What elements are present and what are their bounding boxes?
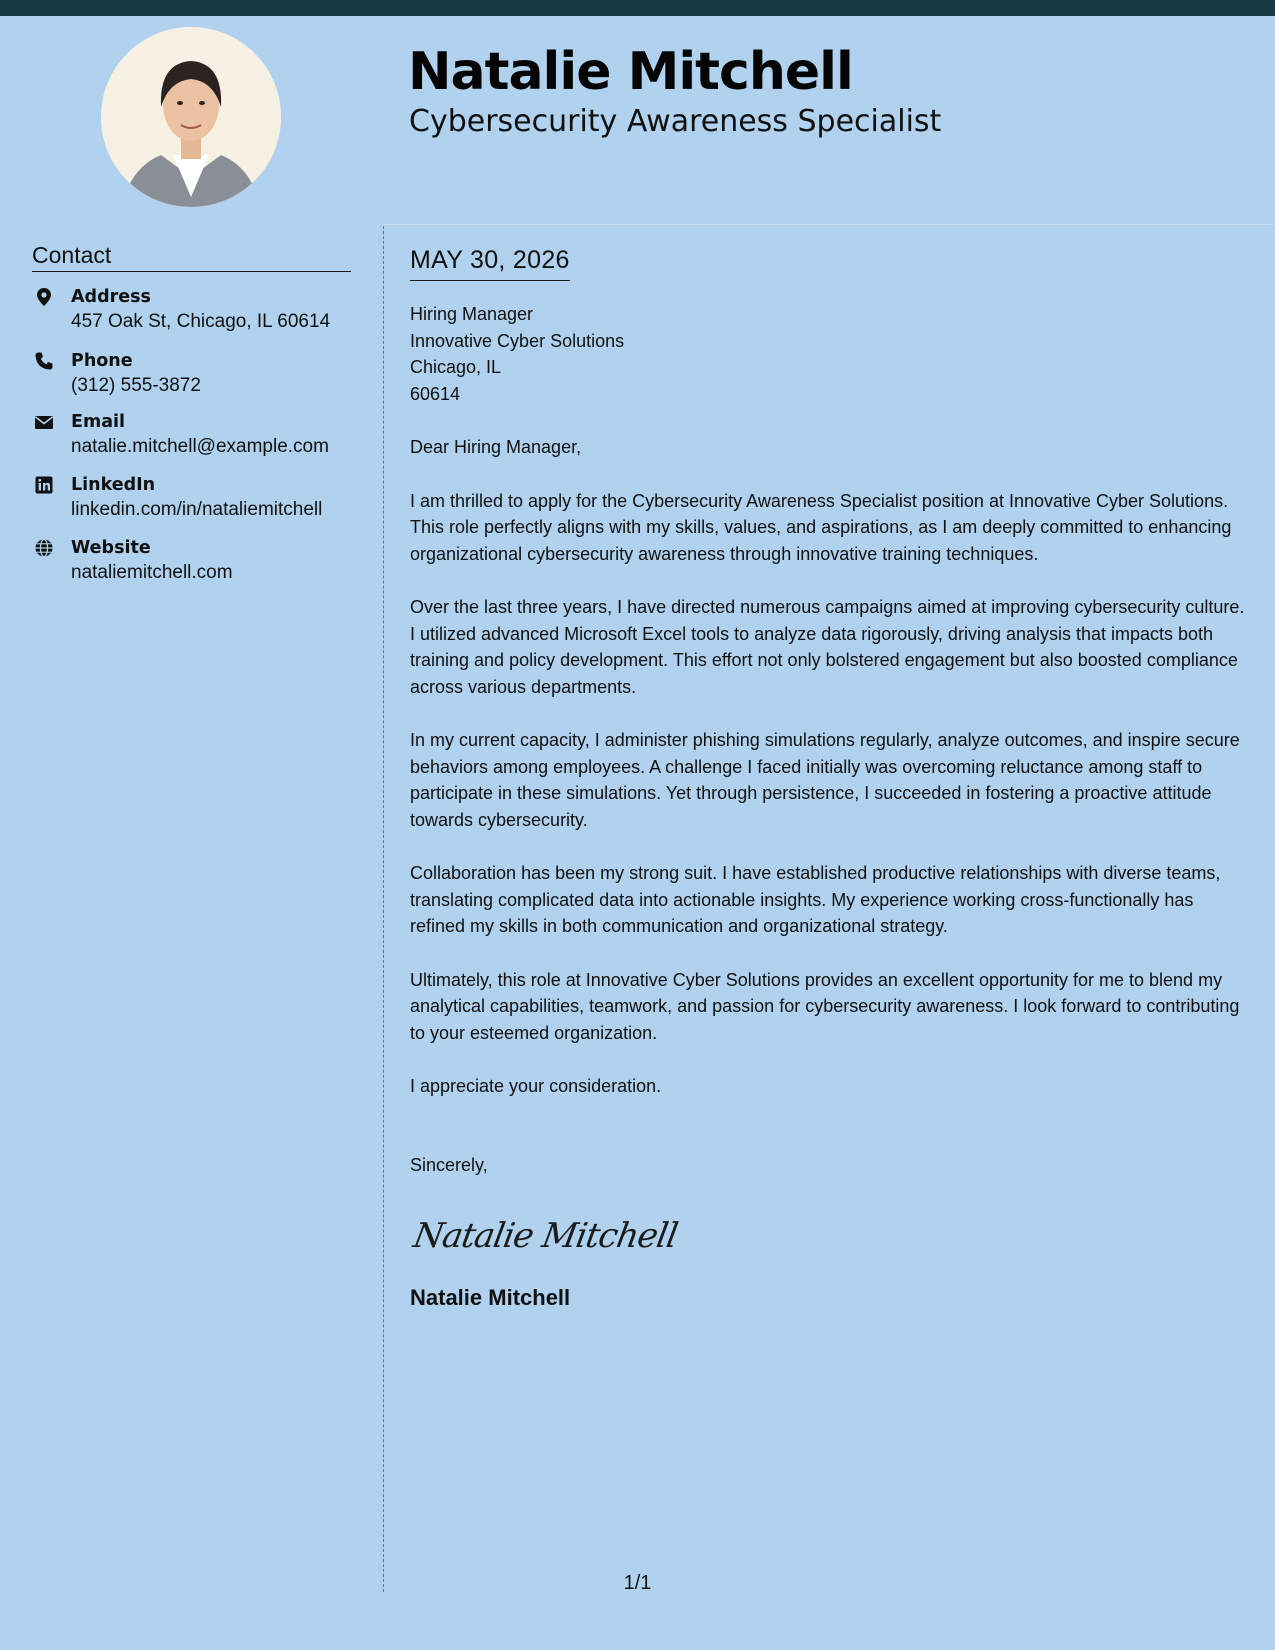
closing: Sincerely, [410,1154,488,1175]
body-paragraph: I appreciate your consideration. [410,1076,662,1096]
profile-photo [101,27,281,207]
contact-value: nataliemitchell.com [71,562,233,583]
contact-value: 457 Oak St, Chicago, IL 60614 [71,311,331,332]
body-paragraph: In my current capacity, I administer phishing simulations regularly, analyze outcomes, and inspire secure behaviors among employees. A challenge I faced initially was overcoming reluctance among staff to participate in these simulations. Yet through persistence, I succeeded in fostering a proactive attitude towards cybersecurity. [410,730,1240,830]
page-number: 1/1 [623,1572,652,1594]
column-divider [383,226,384,1592]
handwritten-signature: Natalie Mitchell [410,1216,681,1256]
job-title: Cybersecurity Awareness Specialist [409,104,942,139]
letter-date: MAY 30, 2026 [410,244,570,281]
contact-item-email [32,410,351,459]
contact-label: LinkedIn [71,475,156,495]
contact-item-linkedin [32,473,351,522]
contact-label: Phone [71,351,133,371]
printed-name: Natalie Mitchell [410,1285,571,1310]
letter-body [410,244,1250,1312]
map-pin-icon [34,287,54,307]
contact-sidebar [32,240,351,585]
body-paragraph: Ultimately, this role at Innovative Cyber Solutions provides an excellent opportunity for me to blend my analytical capabilities, teamwork, and passion for cybersecurity awareness. I look forward to contributing to your esteemed organization. [410,969,1240,1043]
recipient-line: 60614 [410,383,461,404]
body-paragraph: Over the last three years, I have directed numerous campaigns aimed at improving cybersecurity culture. I utilized advanced Microsoft Excel tools to analyze data rigorously, driving analysis that impacts both training and policy development. This effort not only bolstered engagement but also boosted compliance across various departments. [410,597,1245,697]
contact-label: Address [71,287,151,307]
body-paragraph: I am thrilled to apply for the Cybersecurity Awareness Specialist position at Innovative Cyber Solutions. This role perfectly aligns with my skills, values, and aspirations, as I am deeply committed to enhancing organizational cybersecurity awareness through innovative training techniques. [410,490,1232,564]
contact-item-address [32,285,351,334]
header-divider [384,224,1275,225]
contact-label: Email [71,412,125,432]
recipient-line: Chicago, IL [410,357,502,377]
contact-item-phone [32,349,351,398]
contact-heading: Contact [32,240,351,272]
top-accent-bar [0,0,1275,16]
portrait-image [101,27,281,207]
contact-label: Website [71,538,151,558]
contact-value: (312) 555-3872 [71,375,201,396]
recipient-block [410,301,1250,407]
contact-value: natalie.mitchell@example.com [71,436,329,457]
phone-icon [34,351,54,371]
linkedin-icon [34,475,54,495]
globe-icon [34,538,54,558]
applicant-name: Natalie Mitchell [408,42,853,102]
recipient-line: Innovative Cyber Solutions [410,330,625,351]
contact-value: linkedin.com/in/nataliemitchell [71,499,323,520]
recipient-line: Hiring Manager [410,304,534,324]
contact-item-website [32,536,351,585]
greeting: Dear Hiring Manager, [410,437,582,457]
body-paragraph: Collaboration has been my strong suit. I have established productive relationships with diverse teams, translating complicated data into actionable insights. My experience working cross-functionally has refined my skills in both communication and organizational strategy. [410,863,1221,936]
envelope-icon [34,412,54,432]
